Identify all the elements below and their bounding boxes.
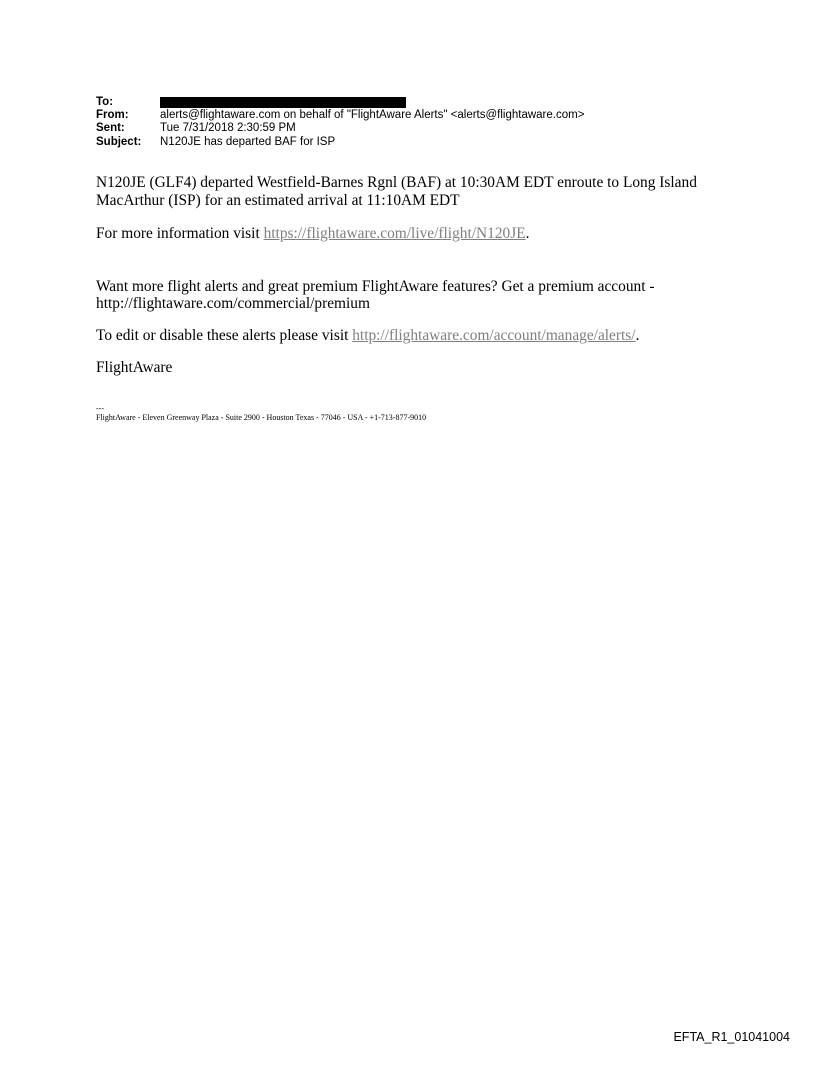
signature-separator: --- xyxy=(96,404,104,413)
to-row xyxy=(96,96,584,109)
more-info-paragraph xyxy=(96,225,736,243)
email-header xyxy=(96,96,584,149)
flight-link[interactable]: https://flightaware.com/live/flight/N120JE xyxy=(263,225,526,243)
edit-alerts-paragraph xyxy=(96,327,736,345)
edit-suffix: . xyxy=(635,326,640,344)
from-value: alerts@flightaware.com on behalf of "FlightAware Alerts" <alerts@flightaware.com> xyxy=(160,109,585,122)
more-info-suffix: . xyxy=(525,225,530,243)
edit-prefix: To edit or disable these alerts please visit xyxy=(96,326,353,344)
manage-alerts-link[interactable]: http://flightaware.com/account/manage/alerts/ xyxy=(352,326,636,344)
to-label: To: xyxy=(96,96,114,108)
signature-block xyxy=(96,404,426,422)
more-info-prefix: For more information visit xyxy=(96,225,264,243)
sent-value: Tue 7/31/2018 2:30:59 PM xyxy=(160,122,296,135)
signature-footer: FlightAware - Eleven Greenway Plaza - Suite 2900 - Houston Texas - 77046 - USA - +1-713-877-9010 xyxy=(96,413,427,422)
email-body xyxy=(96,174,736,376)
redacted-recipient xyxy=(160,97,406,108)
closing-line: FlightAware xyxy=(96,358,173,376)
premium-paragraph: Want more flight alerts and great premium FlightAware features? Get a premium account - http://flightaware.com/commercial/premium xyxy=(96,277,655,313)
from-label: From: xyxy=(96,109,129,122)
departure-paragraph: N120JE (GLF4) departed Westfield-Barnes Rgnl (BAF) at 10:30AM EDT enroute to Long Island MacArthur (ISP) for an estimated arrival at 11:10AM EDT xyxy=(96,174,697,209)
subject-label: Subject: xyxy=(96,135,142,148)
sent-label: Sent: xyxy=(96,122,125,135)
sent-row xyxy=(96,122,584,135)
subject-value: N120JE has departed BAF for ISP xyxy=(160,135,336,148)
from-row xyxy=(96,109,584,122)
bates-number: EFTA_R1_01041004 xyxy=(673,1030,790,1044)
subject-row xyxy=(96,136,584,149)
